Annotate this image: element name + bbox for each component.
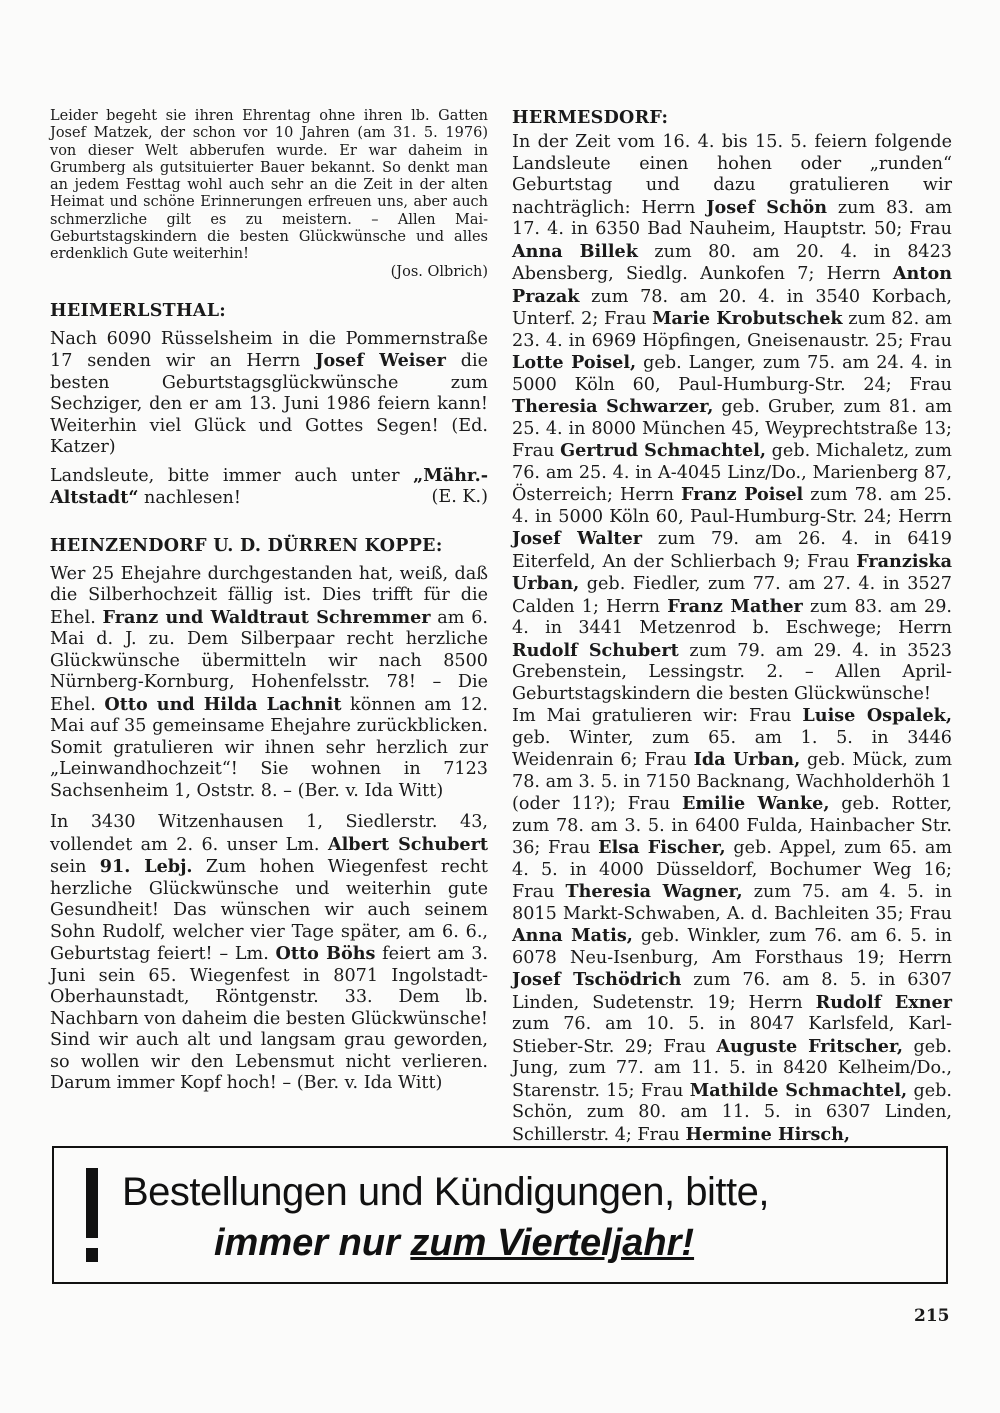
text-run: können am 12. Mai auf 35 gemeinsame Ehejahre zurückblicken. Somit gratulieren wir ihnen sehr herzlich zur „Leinwandhochzeit“! Sie wohnen in 7123 Sachsenheim 1, Oststr. 8. – (Ber. v. Ida Witt) [50, 694, 488, 801]
name-bold: Franz Poisel [681, 484, 804, 505]
name-bold: Franz und Waldtraut Schremmer [102, 606, 431, 628]
name-bold: Lotte Poisel, [512, 352, 637, 373]
heading-heimerlsthal: HEIMERLSTHAL: [50, 300, 227, 321]
left-column [50, 108, 488, 1095]
intro-text: Leider begeht sie ihren Ehrentag ohne ihren lb. Gatten Josef Matzek, der schon vor 10 Jahren (am 31. 5. 1976) von dieser Welt abberufen wurde. Er war daheim in Grumberg als gutsituierter Bauer bekannt. So denkt man an jedem Festtag wohl auch sehr an die Zeit in der alten Heimat und schöne Erinnerungen erfreuen uns, aber auch schmerzliche gilt es zu meistern. – Allen Mai-Geburtstagskindern die besten Glückwünsche und alles erdenklich Gute weiterhin! [50, 108, 488, 263]
text-run: Nach 6090 Rüsselsheim in die Pommernstraße 17 senden wir an Herrn [50, 328, 488, 372]
text-run: die besten Geburtstagsglückwünsche zum Sechziger, den er am 13. Juni 1986 feiern kann! Weiterhin viel Glück und Gottes Segen! (Ed. Katzer) [50, 351, 488, 458]
text-run: zum 76. am 8. 5. in 6307 Linden, Sudetenstr. 19; Herrn [512, 970, 952, 1013]
page-number: 215 [914, 1306, 950, 1326]
text-run: zum 78. am 25. 4. in 5000 Köln 60, Paul-Humburg-Str. 24; Herrn [512, 485, 952, 527]
name-bold: Hermine Hirsch, [685, 1123, 851, 1145]
text-run: geb. Mück, zum 78. am 3. 5. in 7150 Backnang, Wachholderhöh 1 (oder 11?); Frau [512, 750, 953, 814]
text-run: zum 83. am 17. 4. in 6350 Bad Nauheim, Hauptstr. 50; Frau [512, 197, 953, 239]
name-bold: Otto und Hilda Lachnit [104, 693, 342, 715]
notice-line-2-text [214, 1222, 694, 1264]
text-run: geb. Schön, zum 80. am 11. 5. in 6307 Linden, Schillerstr. 4; Frau [512, 1080, 953, 1145]
name-bold: Auguste Fritscher, [716, 1035, 904, 1057]
name-bold: Ida Urban, [693, 749, 801, 770]
text-run: zum 79. am 26. 4. in 6419 Eiterfeld, An der Schlierbach 9; Frau [512, 529, 952, 572]
intro-signature: (Jos. Olbrich) [390, 263, 488, 280]
exclamation-bar [86, 1168, 98, 1238]
text-run: In 3430 Witzenhausen 1, Siedlerstr. 43, vollendet am 2. 6. unser Lm. [50, 812, 488, 855]
text-run: nachlesen! [138, 488, 241, 509]
name-bold: Anton Prazak [512, 263, 952, 307]
name-bold: Anna Matis, [512, 925, 633, 946]
text-run: geb. Langer, zum 75. am 24. 4. in 5000 Köln 60, Paul-Humburg-Str. 24; Frau [512, 353, 952, 395]
right-column [512, 108, 952, 1146]
text-run: geb. Winter, zum 65. am 1. 5. in 3446 Weidenrain 6; Frau [512, 727, 952, 770]
name-bold: Theresia Schwarzer, [512, 396, 714, 417]
name-bold: Gertrud Schmachtel, [560, 440, 767, 461]
name-bold: Mathilde Schmachtel, [689, 1079, 908, 1101]
name-bold: Josef Schön [706, 196, 828, 218]
name-bold: Josef Tschödrich [512, 969, 682, 990]
text-run: zum 80. am 20. 4. in 8423 Abensberg, Siedlg. Aunkofen 7; Herrn [512, 241, 952, 284]
name-bold: Anna Billek [512, 240, 638, 262]
heading-hermesdorf: HERMESDORF: [512, 108, 669, 128]
notice-line-1: Bestellungen und Kündigungen, bitte, [122, 1170, 769, 1214]
text-run: Zum hohen Wiegenfest recht herzliche Glückwünsche und weiterhin gute Gesundheit! Das wünschen wir auch seinem Sohn Rudolf, welcher vier Tage später, am 6. 6., Geburtstag feiert! – Lm. [50, 857, 489, 965]
text-run: geb. Winkler, zum 76. am 6. 5. in 6078 Neu-Isenburg, Am Forsthaus 19; Herrn [512, 926, 952, 968]
heinzendorf-paragraph-1 [50, 564, 488, 803]
text-run: feiert am 3. Juni sein 65. Wiegenfest in 8071 Ingolstadt-Oberhaunstadt, Röntgenstr. 33. Dem lb. Nachbarn von daheim die besten Glückwünsche! Sind wir auch alt und langsam grau geworden, so wollen wir den Lebensmut nicht verlieren. Darum immer Kopf hoch! – (Ber. v. Ida Witt) [50, 944, 488, 1094]
text-run: am 6. Mai d. J. zu. Dem Silberpaar recht herzliche Glückwünsche übermitteln wir nach 8500 Nürnberg-Kornburg, Hohenfelsstr. 78! – Die Ehel. [50, 607, 488, 715]
text-run: In der Zeit vom 16. 4. bis 15. 5. feiern folgende Landsleute einen hohen oder „runden“ Geburtstag und dazu gratulieren wir nachträglich: Herrn [512, 132, 952, 218]
text-run: Im Mai gratulieren wir: Frau [512, 706, 803, 726]
intro-signature-row [50, 264, 488, 281]
name-bold: Marie Krobutschek [652, 308, 843, 329]
text-run: zum 83. am 29. 4. in 3441 Metzenrod b. Eschwege; Herrn [512, 596, 953, 638]
name-bold: Theresia Wagner, [565, 881, 743, 902]
name-bold: Luise Ospalek, [802, 705, 952, 726]
text-run: geb. Rotter, zum 78. am 3. 5. in 6400 Fulda, Hainbacher Str. 36; Frau [512, 794, 952, 858]
subscription-notice-box [52, 1146, 948, 1284]
name-bold: Otto Böhs [275, 943, 376, 965]
exclamation-dot [86, 1248, 98, 1262]
text-run: sein [50, 857, 100, 878]
exclamation-icon [84, 1168, 100, 1264]
text-run: geb. Appel, zum 65. am 4. 5. in 4000 Düsseldorf, Bochumer Weg 16; Frau [512, 838, 952, 902]
heinzendorf-paragraph-2 [50, 812, 488, 1095]
notice-line-2 [214, 1222, 694, 1265]
name-bold: Franziska Urban, [512, 550, 952, 594]
text-run: zum 82. am 23. 4. in 6969 Höpfingen, Gneisenaustr. 25; Frau [512, 309, 952, 351]
name-bold: Josef Weiser [315, 350, 446, 372]
intro-paragraph [50, 108, 488, 264]
name-bold: Emilie Wanke, [681, 793, 830, 814]
heimerlsthal-paragraph-1 [50, 329, 488, 459]
heading-heinzendorf: HEINZENDORF U. D. DÜRREN KOPPE: [50, 535, 443, 556]
name-bold: Elsa Fischer, [598, 837, 726, 858]
text-run: Landsleute, bitte immer auch unter [50, 465, 414, 486]
name-bold: Josef Walter [512, 528, 643, 549]
lebj-bold: 91. Lebj. [99, 856, 193, 878]
text-run: geb. Gruber, zum 81. am 25. 4. in 8000 München 45, Weyprechtstraße 13; Frau [512, 397, 952, 461]
name-bold: Franz Mather [667, 595, 803, 617]
hermesdorf-may-paragraph [512, 705, 952, 1146]
mahr-altstadt-bold: „Mähr.-Altstadt“ [50, 464, 488, 509]
notice-line-2-plain: immer nur [214, 1222, 411, 1264]
name-bold: Rudolf Schubert [512, 639, 679, 661]
text-run: Wer 25 Ehejahre durchgestanden hat, weiß, daß die Silberhochzeit fällig ist. Dies trifft für die Ehel. [50, 563, 488, 628]
text-run: geb. Fiedler, zum 77. am 27. 4. in 3527 Calden 1; Herrn [512, 574, 952, 617]
name-bold: Albert Schubert [327, 833, 488, 855]
text-run: zum 79. am 29. 4. in 3523 Grebenstein, Lessingstr. 2. – Allen April-Geburtstagskindern die besten Glückwünsche! [512, 640, 952, 704]
name-bold: Rudolf Exner [815, 991, 953, 1013]
text-run: zum 76. am 10. 5. in 8047 Karlsfeld, Karl-Stieber-Str. 29; Frau [512, 1014, 952, 1057]
hermesdorf-april-paragraph [512, 132, 952, 705]
text-run: geb. Michaletz, zum 76. am 25. 4. in A-4045 Linz/Do., Marienberg 87, Österreich; Herrn [512, 441, 952, 505]
heimerlsthal-paragraph-2 [50, 465, 488, 510]
text-run: zum 78. am 20. 4. in 3540 Korbach, Unterf. 2; Frau [512, 286, 952, 329]
text-run: geb. Jung, zum 77. am 11. 5. in 8420 Kelheim/Do., Starenstr. 15; Frau [512, 1036, 952, 1101]
signature-ek: (E. K.) [431, 487, 488, 508]
text-run: zum 75. am 4. 5. in 8015 Markt-Schwaben, A. d. Bachleiten 35; Frau [512, 882, 952, 924]
notice-line-2-underlined: zum Vierteljahr! [410, 1222, 695, 1264]
